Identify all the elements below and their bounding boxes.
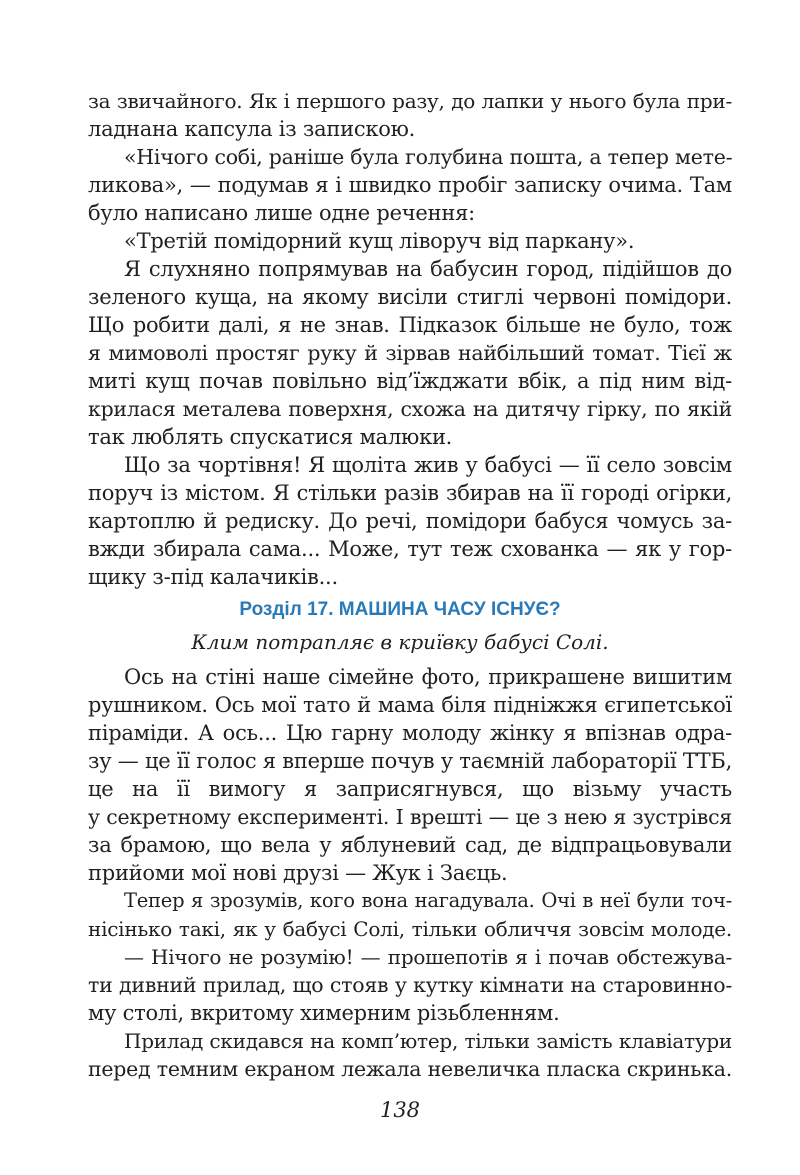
text-line: — Нічого не розумію! — прошепотів я і почав обстежува- — [124, 945, 732, 969]
text-line: щику з-під калачиків... — [88, 565, 338, 589]
text-line: прийоми мої нові друзі — Жук і Заєць. — [88, 861, 508, 885]
text-line: Що за чортівня! Я щоліта жив у бабусі — її село зовсім — [124, 453, 732, 477]
text-line: я мимоволі простяг руку й зірвав найбільший томат. Тієї ж — [88, 341, 732, 365]
section-heading: Розділ 17. МАШИНА ЧАСУ ІСНУЄ? — [239, 599, 561, 620]
text-line: «Третій помідорний кущ ліворуч від паркану». — [124, 229, 635, 253]
text-line: ликова», — подумав я і швидко пробіг записку очима. Там — [88, 173, 732, 197]
text-line: «Нічого собі, раніше була голубина пошта, а тепер мете- — [124, 145, 733, 169]
text-line: Я слухняно попрямував на бабусин город, підійшов до — [124, 257, 732, 281]
text-line: у секретному експерименті. І врешті — це з нею я зустрівся — [88, 805, 732, 829]
text-line: зеленого куща, на якому висіли стиглі червоні помідори. — [88, 285, 732, 309]
text-line: поруч із містом. Я стільки разів збирав на її городі огірки, — [88, 481, 732, 505]
text-line: Що робити далі, я не знав. Підказок більше не було, тож — [88, 313, 732, 337]
text-line: за звичайного. Як і першого разу, до лапки у нього була при- — [88, 89, 732, 113]
text-line: Ось на стіні наше сімейне фото, прикрашене вишитим — [124, 665, 732, 689]
text-line: крилася металева поверхня, схожа на дитячу гірку, по якій — [88, 397, 732, 421]
text-line: було написано лише одне речення: — [88, 201, 475, 225]
text-line: це на її вимогу я заприсягнувся, що візьму участь — [88, 777, 732, 801]
text-line: Тепер я зрозумів, кого вона нагадувала. Очі в неї були точ- — [124, 889, 732, 912]
text-line: рушником. Ось мої тато й мама біля підніжжя єгипетської — [88, 693, 732, 717]
text-line: Прилад скидався на комп’ютер, тільки замість клавіатури — [124, 1029, 732, 1053]
text-line: зу — це її голос я вперше почув у таємній лабораторії ТТБ, — [88, 749, 732, 773]
text-line: картоплю й редиску. До речі, помідори бабуся чомусь за- — [88, 509, 732, 533]
text-line: му столі, вкритому химерним різьбленням. — [88, 1001, 560, 1025]
text-line: піраміди. А ось... Цю гарну молоду жінку я впізнав одра- — [88, 721, 732, 745]
text-line: миті кущ почав повільно від’їжджати вбік, а під ним від- — [88, 369, 732, 393]
text-line: ладнана капсула із запискою. — [88, 117, 416, 141]
text-line: перед темним екраном лежала невеличка пласка скринька. — [88, 1057, 732, 1081]
text-line: нісінько такі, як у бабусі Солі, тільки обличчя зовсім молоде. — [88, 917, 732, 941]
text-line: вжди збирала сама... Може, тут теж схованка — як у гор- — [88, 537, 732, 561]
text-line: так люблять спускатися малюки. — [88, 425, 453, 449]
page-number: 138 — [379, 1098, 421, 1122]
text-line: ти дивний прилад, що стояв у кутку кімнати на старовинно- — [88, 973, 732, 997]
section-subtitle: Клим потрапляє в криївку бабусі Солі. — [191, 630, 609, 654]
text-line: за брамою, що вела у яблуневий сад, де відпрацьовували — [88, 833, 732, 857]
